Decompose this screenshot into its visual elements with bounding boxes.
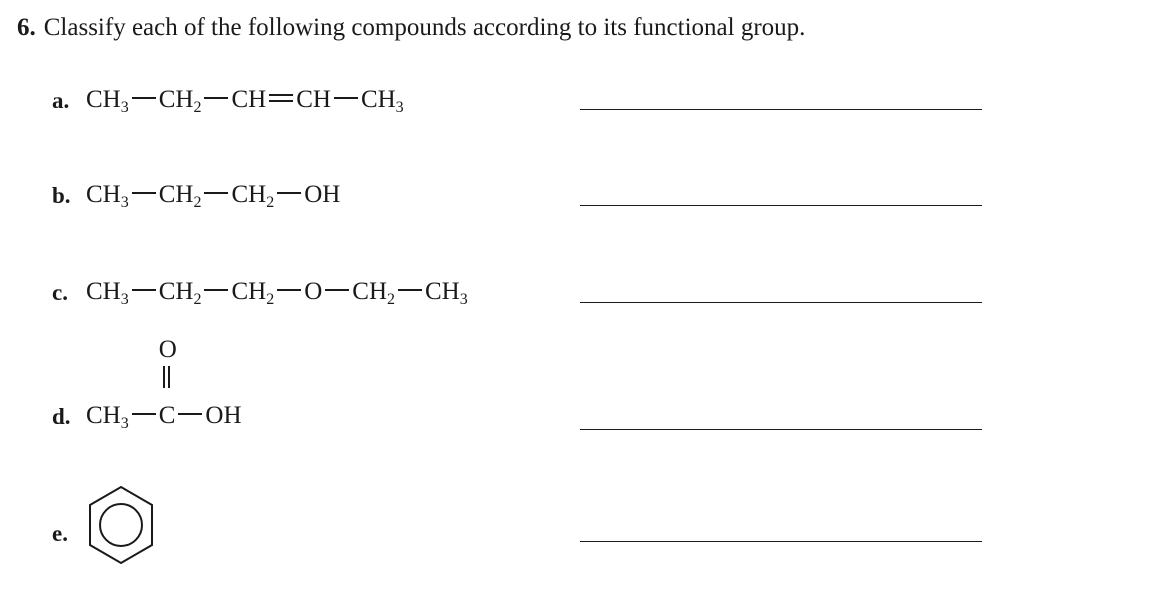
group-ch3: $CH_3$ (86, 402, 129, 432)
double-bond (269, 94, 293, 102)
single-bond (132, 97, 156, 99)
formula-b (86, 181, 340, 209)
group-carbonyl-c: O C (158, 336, 177, 429)
single-bond (204, 97, 228, 99)
answer-line-d[interactable] (580, 429, 982, 430)
group-o: O (304, 278, 323, 305)
single-bond (325, 289, 349, 291)
item-letter: b. (52, 183, 71, 208)
group-ch: CH (296, 86, 331, 113)
group-ch2: $CH_2$ (231, 181, 275, 211)
carbonyl-oxygen: O (158, 336, 177, 363)
group-oh: OH (304, 181, 341, 208)
single-bond (132, 192, 156, 194)
answer-line-b[interactable] (580, 205, 982, 206)
carbonyl-double-bond (163, 366, 170, 388)
group-ch2: $CH_2$ (231, 278, 275, 308)
single-bond (398, 289, 422, 291)
formula-d (86, 336, 242, 432)
formula-a (86, 86, 404, 114)
single-bond (178, 413, 202, 415)
answer-line-a[interactable] (580, 109, 982, 110)
single-bond (132, 289, 156, 291)
item-letter: e. (52, 521, 68, 546)
group-ch3: $CH_3$ (86, 86, 129, 116)
single-bond (132, 413, 156, 415)
question-number: 6. (17, 14, 36, 41)
item-letter: d. (52, 404, 71, 429)
group-ch2: $CH_2$ (158, 181, 202, 211)
group-ch3: $CH_3$ (425, 278, 468, 308)
single-bond (277, 192, 301, 194)
item-letter: c. (52, 280, 68, 305)
single-bond (334, 97, 358, 99)
question-text: Classify each of the following compounds according to its functional group. (43, 14, 806, 41)
formula-c (86, 278, 468, 306)
answer-line-c[interactable] (580, 302, 982, 303)
single-bond (204, 192, 228, 194)
group-ch2: $CH_2$ (158, 86, 202, 116)
item-letter: a. (52, 88, 70, 113)
question-prompt (17, 14, 805, 42)
single-bond (204, 289, 228, 291)
single-bond (277, 289, 301, 291)
group-oh: OH (205, 402, 242, 429)
group-ch2: $CH_2$ (352, 278, 395, 308)
group-ch2: $CH_2$ (158, 278, 202, 308)
group-ch3: $CH_3$ (86, 181, 129, 211)
group-ch: CH (231, 86, 267, 113)
group-ch3: $CH_3$ (360, 86, 404, 116)
group-ch3: $CH_3$ (86, 278, 129, 308)
benzene-ring-icon (86, 484, 156, 566)
answer-line-e[interactable] (580, 541, 982, 542)
